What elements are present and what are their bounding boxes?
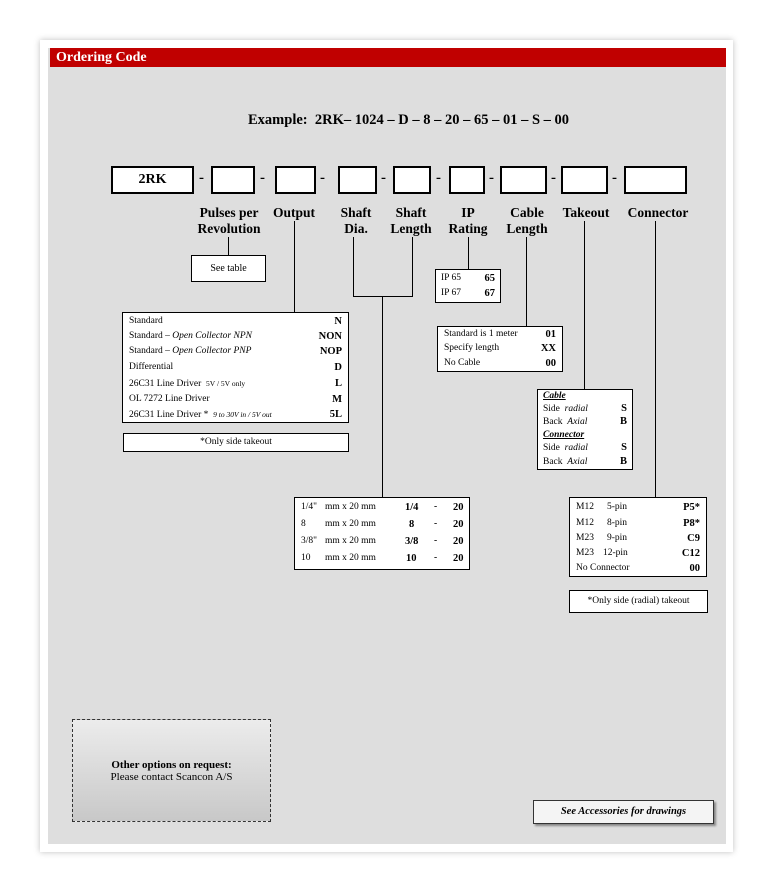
other-options-text: Please contact Scancon A/S [110, 771, 233, 783]
cable-table [437, 326, 563, 372]
code-box-output [275, 166, 316, 194]
output-row: Standard – Open Collector PNP NOP [129, 346, 342, 357]
example-line [248, 112, 569, 129]
separator: - [612, 170, 617, 186]
separator: - [551, 170, 556, 186]
takeout-table [537, 389, 633, 470]
code-box-ip [449, 166, 485, 194]
connector-footnote: *Only side (radial) takeout [569, 590, 708, 613]
code-box-prefix: 2RK [111, 166, 194, 194]
separator: - [260, 170, 265, 186]
connector-row: No Connector 00 [576, 563, 700, 574]
connector-line [584, 221, 585, 389]
takeout-row: Side radial S [543, 403, 627, 414]
separator: - [381, 170, 386, 186]
connector-line [353, 237, 354, 297]
ip-table [435, 269, 501, 303]
connector-line [655, 221, 656, 498]
takeout-connector-title: Connector [543, 430, 585, 440]
connector-line [412, 237, 413, 297]
output-table [122, 312, 349, 423]
connector-line [468, 237, 469, 269]
output-row: OL 7272 Line Driver M [129, 394, 342, 405]
code-box-shaft-dia [338, 166, 377, 194]
other-options-title: Other options on request: [111, 759, 232, 771]
output-footnote: *Only side takeout [123, 433, 349, 452]
header-connector: Connector [627, 205, 689, 220]
output-row: 26C31 Line Driver * 9 to 30V in / 5V out 5L [129, 409, 342, 420]
ip-row: IP 67 67 [441, 288, 495, 299]
header-shaft-dia: Shaft Dia. [340, 205, 372, 236]
code-box-connector [624, 166, 687, 194]
connector-line [228, 237, 229, 255]
connector-row: M23 12-pin C12 [576, 548, 700, 559]
separator: - [199, 170, 204, 186]
section-title: Ordering Code [50, 48, 726, 67]
header-ip-rating: IP Rating [448, 205, 488, 236]
accessories-link[interactable]: See Accessories for drawings [533, 800, 714, 824]
shaft-row: 1/4" mm x 20 mm 1/4 - 20 [301, 502, 464, 513]
output-row: 26C31 Line Driver 5V / 5V only L [129, 378, 342, 389]
shaft-row: 10 mm x 20 mm 10 - 20 [301, 553, 464, 564]
header-cable-length: Cable Length [506, 205, 548, 236]
separator: - [489, 170, 494, 186]
code-box-shaft-length [393, 166, 431, 194]
connector-line [294, 221, 295, 312]
connector-row: M23 9-pin C9 [576, 533, 700, 544]
code-box-takeout [561, 166, 608, 194]
takeout-row: Side radial S [543, 442, 627, 453]
takeout-cable-title: Cable [543, 391, 566, 401]
shaft-table [294, 497, 470, 570]
connector-row: M12 5-pin P5* [576, 502, 700, 513]
shaft-row: 3/8" mm x 20 mm 3/8 - 20 [301, 536, 464, 547]
takeout-row: Back Axial B [543, 456, 627, 467]
cable-row: Specify length XX [444, 343, 556, 354]
header-takeout: Takeout [562, 205, 610, 220]
output-row: Differential D [129, 362, 342, 373]
other-options-box [72, 719, 271, 822]
output-row: Standard – Open Collector NPN NON [129, 331, 342, 342]
example-label: Example: [248, 112, 308, 128]
example-code: 2RK– 1024 – D – 8 – 20 – 65 – 01 – S – 00 [314, 112, 570, 128]
takeout-row: Back Axial B [543, 416, 627, 427]
connector-row: M12 8-pin P8* [576, 518, 700, 529]
cable-row: Standard is 1 meter 01 [444, 329, 556, 340]
connector-line [526, 237, 527, 326]
code-box-cable [500, 166, 547, 194]
separator: - [436, 170, 441, 186]
code-box-pulses [211, 166, 255, 194]
connector-line [353, 296, 413, 297]
connector-line [382, 296, 383, 497]
output-row: Standard N [129, 316, 342, 327]
header-shaft-length: Shaft Length [390, 205, 432, 236]
connector-table [569, 497, 707, 577]
see-table-box: See table [191, 255, 266, 282]
separator: - [320, 170, 325, 186]
ip-row: IP 65 65 [441, 273, 495, 284]
shaft-row: 8 mm x 20 mm 8 - 20 [301, 519, 464, 530]
header-pulses: Pulses per Revolution [197, 205, 261, 236]
cable-row: No Cable 00 [444, 358, 556, 369]
header-output: Output [272, 205, 316, 220]
